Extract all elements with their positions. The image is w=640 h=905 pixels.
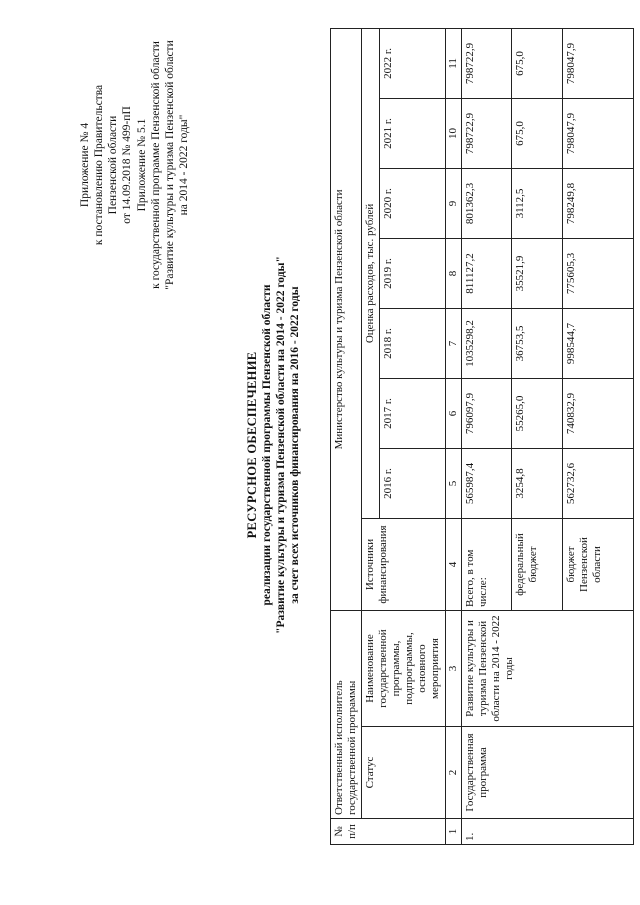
column-number-row [446,28,462,844]
column-number: 7 [446,308,462,378]
appendix-5-1-line4: на 2014 - 2022 годы" [178,114,190,216]
heading-line2: "Развитие культуры и туризма Пензенской области на 2014 - 2022 годы" [275,256,287,634]
appendix-5-1-caption [135,15,191,315]
header-year: 2019 г. [380,238,446,308]
column-number: 3 [446,610,462,726]
row-source: федеральный бюджет [512,518,562,610]
resource-table [330,28,634,845]
row-value: 3254,8 [512,448,562,518]
header-sources: Источники финансирования [362,518,446,610]
row-value: 3112,5 [512,168,562,238]
header-estimate: Оценка расходов, тыс. рублей [362,28,380,518]
row-status: Государственная программа [462,727,634,819]
column-number: 6 [446,378,462,448]
row-value: 798047,9 [562,28,633,98]
header-year: 2018 г. [380,308,446,378]
row-value: 35521,9 [512,238,562,308]
header-executor-value: Министерство культуры и туризма Пензенской области [331,28,362,610]
row-no: 1. [462,819,634,845]
row-value: 998544,7 [562,308,633,378]
appendix-5-1-line1: Приложение № 5.1 [136,118,148,212]
row-source: бюджет Пензенской области [562,518,633,610]
column-number: 1 [446,819,462,845]
row-value: 562732,6 [562,448,633,518]
row-value: 798722,9 [462,28,512,98]
header-status: Статус [362,727,446,819]
row-value: 740832,9 [562,378,633,448]
row-value: 675,0 [512,98,562,168]
header-year: 2017 г. [380,378,446,448]
appendix-4-line4: от 14.09.2018 № 499-пП [121,106,133,224]
header-year: 2016 г. [380,448,446,518]
header-executor: Ответственный исполнитель государственной программы [331,610,362,818]
row-value: 36753,5 [512,308,562,378]
row-value: 1035298,2 [462,308,512,378]
document-title: РЕСУРСНОЕ ОБЕСПЕЧЕНИЕ [245,351,259,539]
column-number: 9 [446,168,462,238]
column-number: 11 [446,28,462,98]
heading-line3: за счет всех источников финансирования на 2016 - 2022 годы [289,286,301,604]
appendix-4-line1: Приложение № 4 [79,122,91,208]
header-year: 2020 г. [380,168,446,238]
row-value: 796097,9 [462,378,512,448]
row-value: 798047,9 [562,98,633,168]
appendix-4-line2: к постановлению Правительства [93,84,105,246]
header-year: 2021 г. [380,98,446,168]
row-value: 798722,9 [462,98,512,168]
column-number: 10 [446,98,462,168]
row-value: 801362,3 [462,168,512,238]
appendix-5-1-line3: "Развитие культуры и туризма Пензенской области [164,40,176,290]
header-name: Наименование государственной программы, подпрограммы, основного мероприятия [362,610,446,726]
heading-line1: реализации государственной программы Пензенской области [261,284,273,606]
row-value: 55265,0 [512,378,562,448]
column-number: 4 [446,518,462,610]
table-row [462,28,512,844]
header-no: № п/п [331,819,446,845]
appendix-5-1-line2: к государственной программе Пензенской области [150,41,162,289]
column-number: 2 [446,727,462,819]
row-value: 811127,2 [462,238,512,308]
row-value: 798249,8 [562,168,633,238]
row-value: 675,0 [512,28,562,98]
column-number: 8 [446,238,462,308]
header-year: 2022 г. [380,28,446,98]
appendix-4-caption [78,45,134,285]
row-value: 775605,3 [562,238,633,308]
row-source: Всего, в том числе: [462,518,512,610]
appendix-4-line3: Пензенской области [107,115,119,215]
row-value: 565987,4 [462,448,512,518]
row-name: Развитие культуры и туризма Пензенской области на 2014 - 2022 годы [462,610,634,726]
column-number: 5 [446,448,462,518]
document-heading [244,105,302,785]
